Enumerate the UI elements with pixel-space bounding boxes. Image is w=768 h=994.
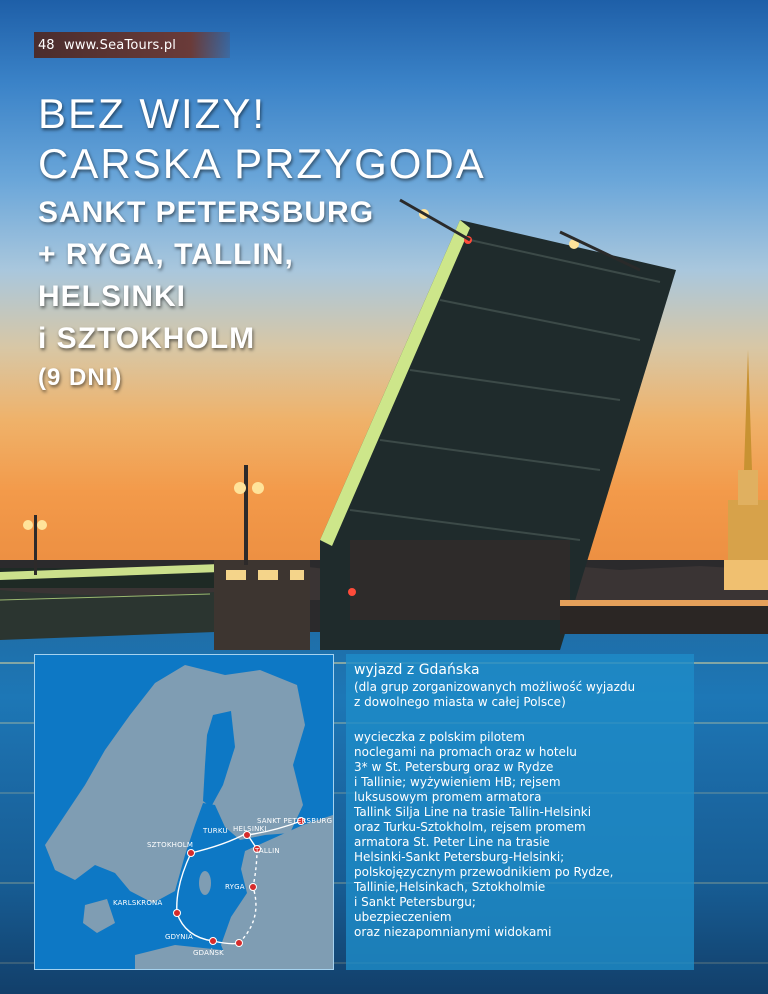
city-dot-ryga xyxy=(250,884,257,891)
description-line: luksusowym promem armatora xyxy=(354,790,542,804)
city-dot-gdansk xyxy=(236,940,243,947)
description-line: armatora St. Peter Line na trasie xyxy=(354,835,550,849)
description-line: wycieczka z polskim pilotem xyxy=(354,730,525,744)
departure-note-line-1: (dla grup zorganizowanych możliwość wyjazdu xyxy=(354,680,636,694)
subtitle-line-3: HELSINKI xyxy=(38,280,187,313)
tour-duration: (9 DNI) xyxy=(38,364,123,391)
city-dot-karlskrona xyxy=(174,910,181,917)
subtitle-line-4: i SZTOKHOLM xyxy=(38,322,256,355)
map-label-helsinki: HELSINKI xyxy=(233,825,267,833)
description-line: oraz Turku-Sztokholm, rejsem promem xyxy=(354,820,586,834)
map-label-gdansk: GDAŃSK xyxy=(193,949,224,957)
map-label-turku: TURKU xyxy=(203,827,228,835)
scandinavia-map xyxy=(35,655,333,969)
departure-title: wyjazd z Gdańska xyxy=(354,662,480,678)
map-label-gdynia: GDYNIA xyxy=(165,933,193,941)
description-line: polskojęzycznym przewodnikiem po Rydze, xyxy=(354,865,614,879)
description-line: Tallinie,Helsinkach, Sztokholmie xyxy=(354,880,546,894)
spire-icon xyxy=(724,350,768,590)
map-label-ryga: RYGA xyxy=(225,883,245,891)
departure-note xyxy=(354,680,686,710)
tour-info-panel xyxy=(346,654,694,970)
city-dot-sztokholm xyxy=(188,850,195,857)
page-header-strip xyxy=(34,32,230,58)
description-line: Helsinki-Sankt Petersburg-Helsinki; xyxy=(354,850,565,864)
map-label-sankt-petersburg: SANKT PETERSBURG xyxy=(257,817,333,825)
description-line: i Tallinie; wyżywieniem HB; rejsem xyxy=(354,775,561,789)
description-line: noclegami na promach oraz w hotelu xyxy=(354,745,577,759)
subtitle-line-2: + RYGA, TALLIN, xyxy=(38,238,294,271)
page-number: 48 xyxy=(38,37,55,53)
city-dot-gdynia xyxy=(210,938,217,945)
description-line: ubezpieczeniem xyxy=(354,910,452,924)
description-line: i Sankt Petersburgu; xyxy=(354,895,476,909)
map-label-sztokholm: SZTOKHOLM xyxy=(147,841,194,849)
description-line: 3* w St. Petersburg oraz w Rydze xyxy=(354,760,554,774)
description-line: oraz niezapomnianymi widokami xyxy=(354,925,552,939)
departure-note-line-2: z dowolnego miasta w całej Polsce) xyxy=(354,695,566,709)
bridge-left-span xyxy=(0,564,220,640)
subtitle-line-1: SANKT PETERSBURG xyxy=(38,196,375,229)
route-map xyxy=(34,654,334,970)
map-label-karlskrona: KARLSKRONA xyxy=(113,899,163,907)
headline-no-visa: BEZ WIZY! xyxy=(38,90,266,137)
description-line: Tallink Silja Line na trasie Tallin-Helsinki xyxy=(354,805,592,819)
site-url-link[interactable]: www.SeaTours.pl xyxy=(64,37,177,53)
map-label-tallin: TALLIN xyxy=(255,847,280,855)
headline-tsar-adventure: CARSKA PRZYGODA xyxy=(38,140,486,187)
